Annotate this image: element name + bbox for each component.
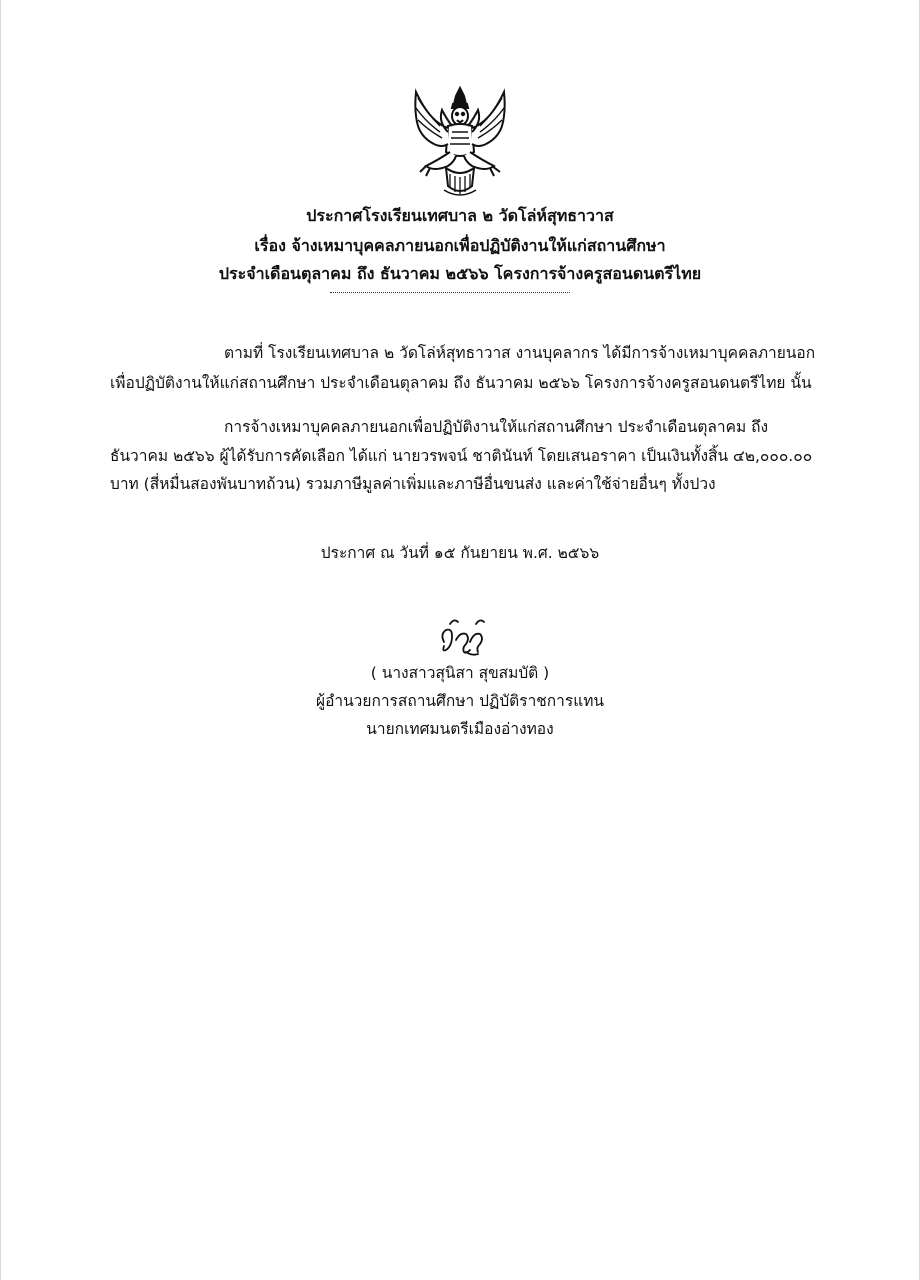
header-line-1: ประกาศโรงเรียนเทศบาล ๒ วัดโล่ห์สุทธาวาส [306, 206, 614, 225]
header-line-2: เรื่อง จ้างเหมาบุคคลภายนอกเพื่อปฏิบัติงานให้แก่สถานศึกษา [254, 236, 666, 255]
paragraph-2-line-1: การจ้างเหมาบุคคลภายนอกเพื่อปฏิบัติงานให้แก่สถานศึกษา ประจำเดือนตุลาคม ถึง [224, 418, 769, 436]
handwritten-signature [436, 612, 496, 656]
signatory-name: ( นางสาวสุนิสา สุขสมบัติ ) [370, 664, 550, 682]
signatory-position-2: นายกเทศมนตรีเมืองอ่างทอง [366, 720, 554, 738]
page-edge-left [0, 0, 1, 1280]
paragraph-1-line-2: เพื่อปฏิบัติงานให้แก่สถานศึกษา ประจำเดือนตุลาคม ถึง ธันวาคม ๒๕๖๖ โครงการจ้างครูสอนดนตรีไทย นั้น [110, 374, 812, 392]
garuda-emblem [404, 82, 516, 200]
header-line-3: ประจำเดือนตุลาคม ถึง ธันวาคม ๒๕๖๖ โครงการจ้างครูสอนดนตรีไทย [218, 264, 702, 283]
signatory-position-1: ผู้อำนวยการสถานศึกษา ปฏิบัติราชการแทน [315, 692, 605, 710]
paragraph-2-line-3: บาท (สี่หมื่นสองพันบาทถ้วน) รวมภาษีมูลค่าเพิ่มและภาษีอื่นขนส่ง และค่าใช้จ่ายอื่นๆ ทั้งปวง [110, 475, 716, 493]
paragraph-1-line-1: ตามที่ โรงเรียนเทศบาล ๒ วัดโล่ห์สุทธาวาส งานบุคลากร ได้มีการจ้างเหมาบุคคลภายนอก [224, 344, 816, 362]
announcement-date: ประกาศ ณ วันที่ ๑๕ กันยายน พ.ศ. ๒๕๖๖ [320, 544, 600, 562]
dotted-separator [330, 292, 570, 293]
paragraph-2-line-2: ธันวาคม ๒๕๖๖ ผู้ได้รับการคัดเลือก ได้แก่ นายวรพจน์ ชาตินันท์ โดยเสนอราคา เป็นเงินทั้งสิ้น ๔๒,๐๐๐.๐๐ [110, 447, 813, 465]
